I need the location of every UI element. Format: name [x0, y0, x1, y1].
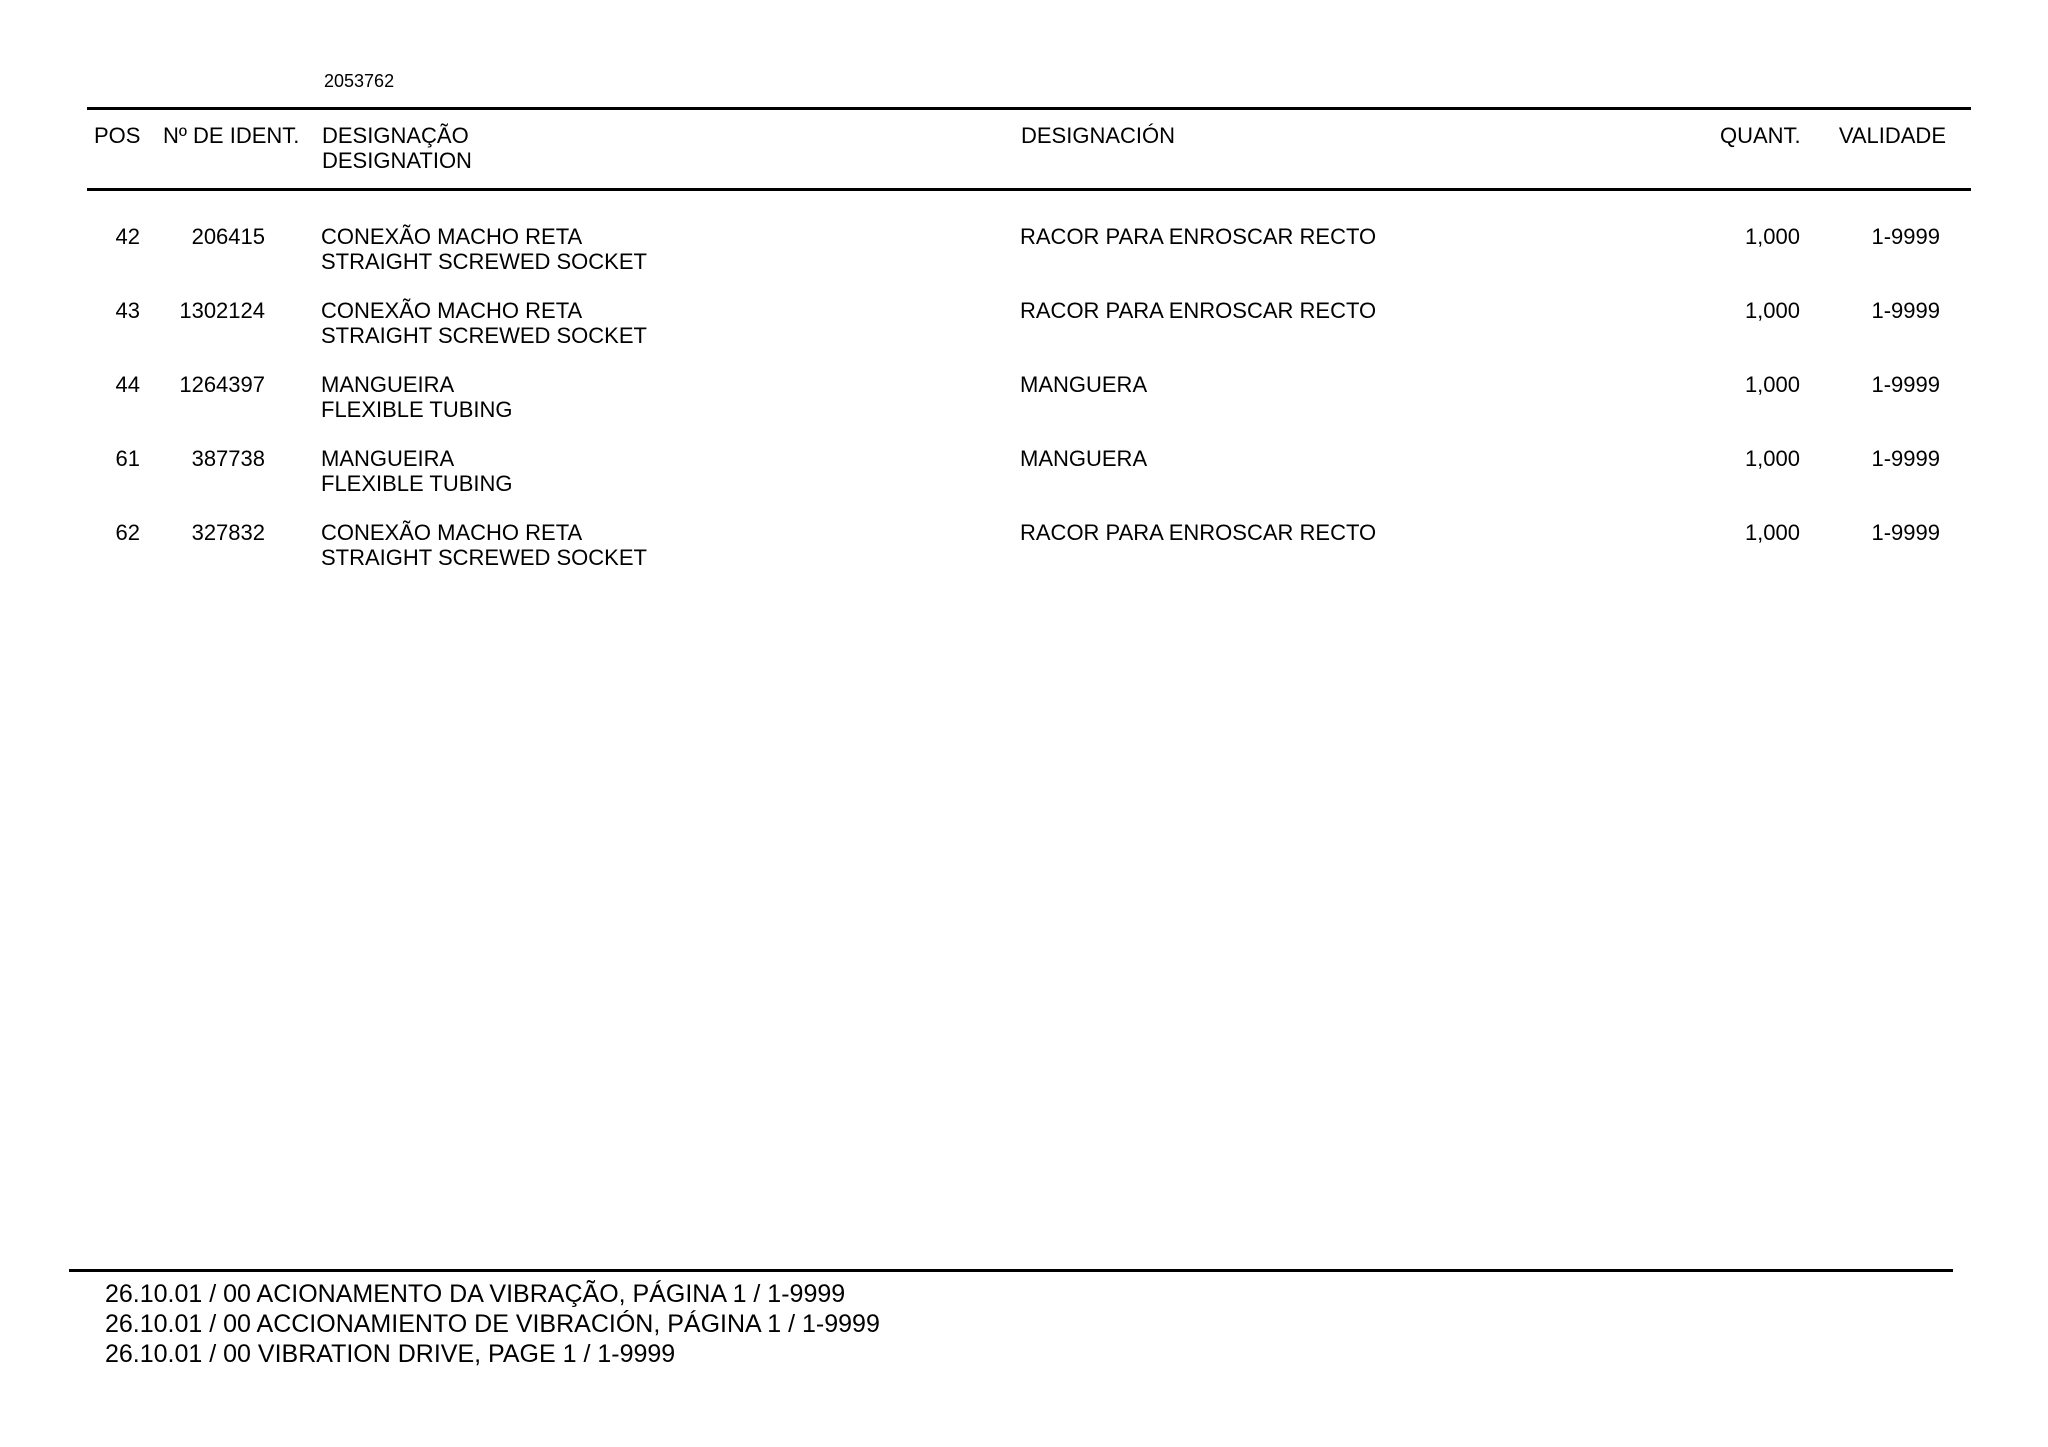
footer-line-pt: 26.10.01 / 00 ACIONAMENTO DA VIBRAÇÃO, PÁGINA 1 / 1-9999 — [105, 1280, 846, 1308]
row-designation — [321, 224, 647, 274]
row-designation-es: RACOR PARA ENROSCAR RECTO — [1020, 298, 1377, 323]
row-designation-en: STRAIGHT SCREWED SOCKET — [321, 545, 647, 570]
row-quantity: 1,000 — [1744, 372, 1800, 397]
row-validity: 1-9999 — [1871, 520, 1940, 545]
header-rule — [87, 188, 1971, 191]
row-ident: 327832 — [191, 520, 265, 545]
row-designation-pt: CONEXÃO MACHO RETA — [321, 224, 583, 249]
row-ident: 1264397 — [179, 372, 265, 397]
row-quantity: 1,000 — [1744, 224, 1800, 249]
row-validity: 1-9999 — [1871, 298, 1940, 323]
row-validity: 1-9999 — [1871, 224, 1940, 249]
row-ident: 387738 — [191, 446, 265, 471]
row-quantity: 1,000 — [1744, 520, 1800, 545]
row-designation-es: RACOR PARA ENROSCAR RECTO — [1020, 224, 1377, 249]
row-designation-en: STRAIGHT SCREWED SOCKET — [321, 323, 647, 348]
header-ident: Nº DE IDENT. — [163, 123, 300, 148]
row-validity: 1-9999 — [1871, 372, 1940, 397]
row-designation-es: MANGUERA — [1020, 446, 1148, 471]
top-rule — [87, 107, 1971, 110]
row-designation — [321, 446, 513, 496]
header-validity: VALIDADE — [1838, 123, 1946, 148]
footer-line-es: 26.10.01 / 00 ACCIONAMIENTO DE VIBRACIÓN, PÁGINA 1 / 1-9999 — [105, 1310, 880, 1338]
row-designation — [321, 372, 513, 422]
header-designation-es: DESIGNACIÓN — [1021, 123, 1176, 148]
row-pos: 62 — [115, 520, 140, 545]
row-designation-en: FLEXIBLE TUBING — [321, 471, 513, 496]
footer-line-en: 26.10.01 / 00 VIBRATION DRIVE, PAGE 1 / 1-9999 — [105, 1340, 676, 1368]
row-pos: 61 — [115, 446, 140, 471]
row-designation-pt: CONEXÃO MACHO RETA — [321, 520, 583, 545]
row-pos: 43 — [115, 298, 140, 323]
row-pos: 42 — [115, 224, 140, 249]
header-designation-en: DESIGNATION — [322, 148, 472, 173]
row-designation-en: STRAIGHT SCREWED SOCKET — [321, 249, 647, 274]
row-ident: 206415 — [191, 224, 265, 249]
row-designation-pt: MANGUEIRA — [321, 446, 455, 471]
header-quantity: QUANT. — [1720, 123, 1801, 148]
row-designation-es: RACOR PARA ENROSCAR RECTO — [1020, 520, 1377, 545]
row-validity: 1-9999 — [1871, 446, 1940, 471]
document-number: 2053762 — [324, 71, 395, 91]
footer-rule — [69, 1269, 1953, 1272]
header-pos: POS — [94, 123, 141, 148]
row-designation-en: FLEXIBLE TUBING — [321, 397, 513, 422]
header-designation-pt: DESIGNAÇÃO — [322, 123, 469, 148]
header-designation — [322, 123, 472, 173]
row-designation-pt: CONEXÃO MACHO RETA — [321, 298, 583, 323]
row-designation-pt: MANGUEIRA — [321, 372, 455, 397]
row-quantity: 1,000 — [1744, 446, 1800, 471]
row-designation — [321, 520, 647, 570]
row-pos: 44 — [115, 372, 140, 397]
row-designation-es: MANGUERA — [1020, 372, 1148, 397]
row-ident: 1302124 — [179, 298, 265, 323]
footer — [105, 1279, 880, 1369]
row-designation — [321, 298, 647, 348]
row-quantity: 1,000 — [1744, 298, 1800, 323]
